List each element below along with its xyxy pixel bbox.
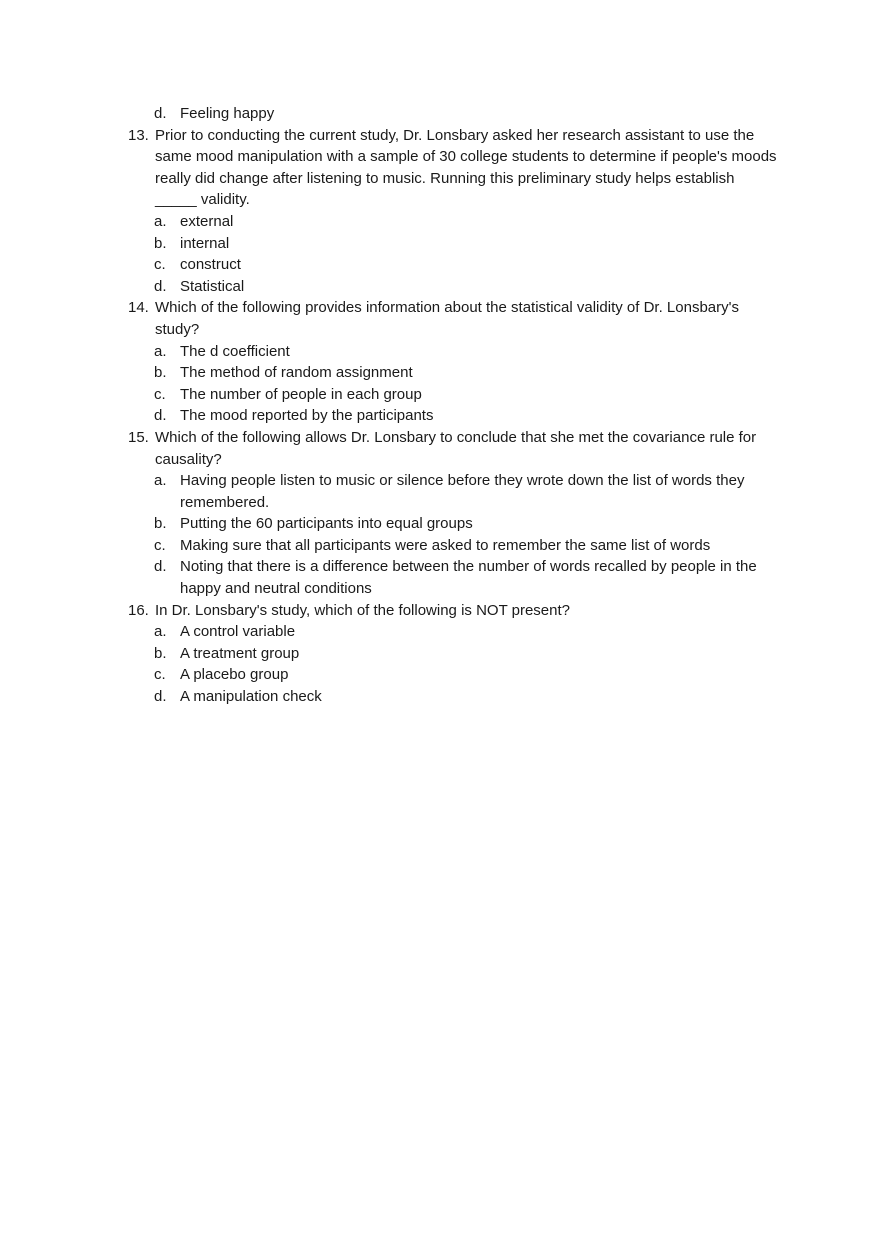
option-13b [128, 233, 778, 255]
option-15d [128, 556, 778, 599]
option-16b [128, 643, 778, 665]
option-15a [128, 470, 778, 513]
option-text: Making sure that all participants were asked to remember the same list of words [180, 536, 711, 554]
question-number: 14. [128, 299, 149, 317]
question-text: Which of the following provides information about the statistical validity of Dr. Lonsbary's study? [155, 299, 739, 338]
question-list [128, 103, 778, 708]
option-text: A placebo group [180, 666, 289, 684]
options-15 [128, 470, 778, 600]
option-letter: a. [154, 212, 167, 230]
option-letter: d. [154, 688, 167, 706]
option-text: The mood reported by the participants [180, 407, 434, 425]
option-14c [128, 384, 778, 406]
option-text: construct [180, 256, 241, 274]
option-letter: c. [154, 256, 166, 274]
option-letter: b. [154, 234, 167, 252]
options-14 [128, 341, 778, 427]
option-letter: d. [154, 277, 167, 295]
option-text: A treatment group [180, 644, 300, 662]
option-letter: a. [154, 472, 167, 490]
option-13d [128, 276, 778, 298]
option-text: Feeling happy [180, 105, 275, 122]
option-16a [128, 621, 778, 643]
option-letter: b. [154, 364, 167, 382]
option-text: The method of random assignment [180, 364, 413, 382]
option-14b [128, 362, 778, 384]
option-text: Having people listen to music or silence before they wrote down the list of words they remembered. [180, 472, 745, 511]
option-text: Statistical [180, 277, 245, 295]
option-letter: b. [154, 644, 167, 662]
question-text: In Dr. Lonsbary's study, which of the following is NOT present? [155, 601, 571, 619]
option-text: The number of people in each group [180, 385, 422, 403]
option-letter: a. [154, 342, 167, 360]
question-14 [128, 297, 778, 340]
option-text: A manipulation check [180, 688, 322, 706]
option-text: A control variable [180, 623, 296, 641]
question-text: Prior to conducting the current study, Dr. Lonsbary asked her research assistant to use the same mood manipulation with a sample of 30 college students to determine if people's moods really did change after listening to music. Running this preliminary study helps establish _____ validity. [155, 126, 777, 209]
question-16 [128, 600, 778, 622]
question-number: 16. [128, 601, 149, 619]
option-14a [128, 341, 778, 363]
option-text: internal [180, 234, 230, 252]
option-13c [128, 254, 778, 276]
option-13a [128, 211, 778, 233]
option-letter: c. [154, 385, 166, 403]
option-16d [128, 686, 778, 708]
options-13 [128, 211, 778, 297]
option-letter: a. [154, 623, 167, 641]
option-letter: d. [154, 407, 167, 425]
option-15c [128, 535, 778, 557]
option-letter: d. [154, 105, 167, 122]
option-letter: b. [154, 515, 167, 533]
option-15b [128, 513, 778, 535]
option-text: external [180, 212, 234, 230]
option-text: The d coefficient [180, 342, 290, 360]
question-13 [128, 125, 778, 211]
option-letter: d. [154, 558, 167, 576]
options-16 [128, 621, 778, 707]
question-number: 13. [128, 126, 149, 144]
option-text: Putting the 60 participants into equal groups [180, 515, 473, 533]
option-text: Noting that there is a difference between the number of words recalled by people in the happy and neutral conditions [180, 558, 757, 598]
option-letter: c. [154, 666, 166, 684]
leading-option [128, 103, 778, 125]
question-text: Which of the following allows Dr. Lonsbary to conclude that she met the covariance rule for causality? [155, 428, 757, 468]
question-15 [128, 427, 778, 470]
option-letter: c. [154, 536, 166, 554]
option-14d [128, 405, 778, 427]
option-16c [128, 664, 778, 686]
question-number: 15. [128, 428, 149, 446]
